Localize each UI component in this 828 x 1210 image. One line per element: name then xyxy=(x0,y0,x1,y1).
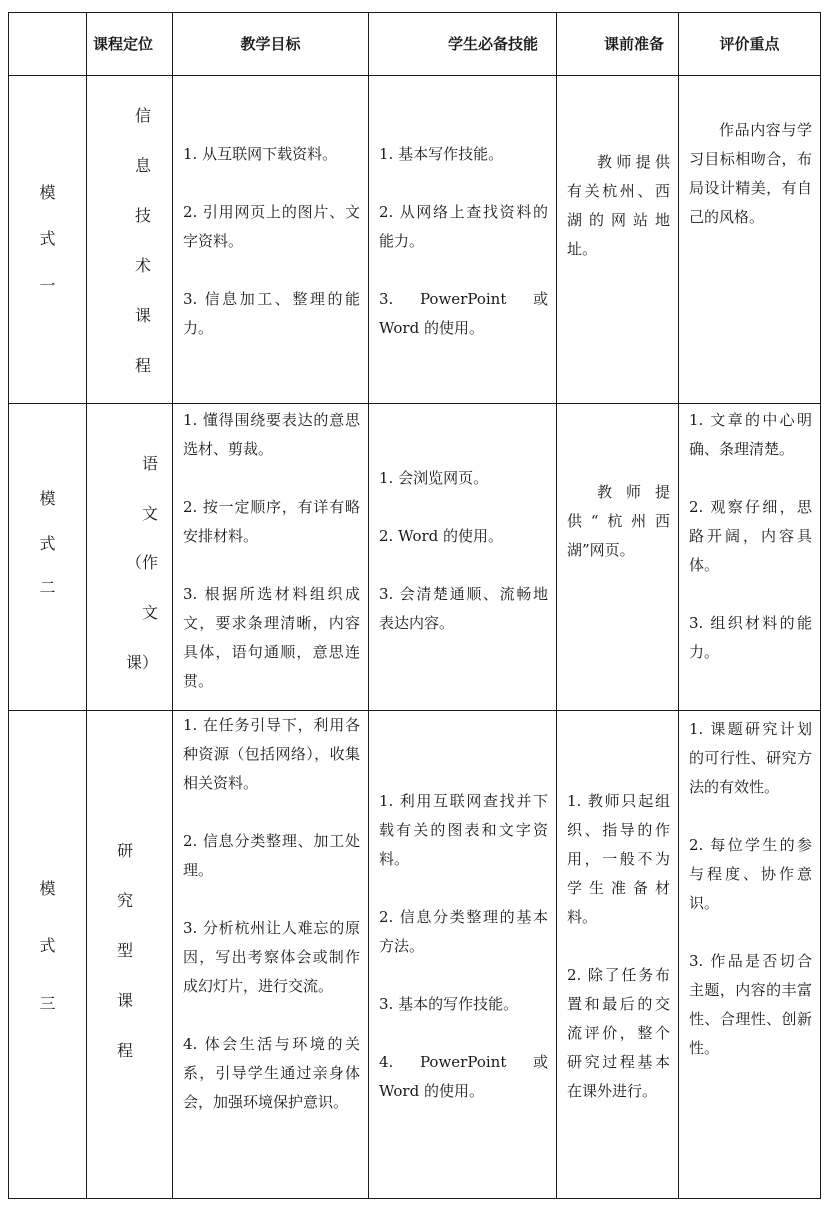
prep-cell xyxy=(557,711,679,1199)
goal-item: 1. 在任务引导下，利用各种资源（包括网络），收集相关资料。 xyxy=(183,716,360,792)
position-char: 课 xyxy=(135,306,152,325)
position-cell xyxy=(87,404,173,711)
header-row xyxy=(9,13,821,76)
eval-cell xyxy=(679,711,821,1199)
eval-item: 3. 作品是否切合主题，内容的丰富性、合理性、创新性。 xyxy=(689,952,812,1057)
prep-item: 1. 教师只起组织、指导的作用，一般不为学生准备材料。 xyxy=(567,792,670,926)
position-char: 型 xyxy=(117,941,134,960)
header-course-position: 课程定位 xyxy=(87,13,173,76)
header-empty xyxy=(9,13,87,76)
skills-cell xyxy=(369,76,557,404)
header-evaluation-focus: 评价重点 xyxy=(679,13,821,76)
mode-char: 式 xyxy=(39,229,56,248)
eval-item: 作品内容与学习目标相吻合，布局设计精美，有自己的风格。 xyxy=(689,121,812,226)
table-row xyxy=(9,711,821,1199)
goal-item: 2. 信息分类整理、加工处理。 xyxy=(183,832,360,879)
goal-item: 1. 懂得围绕要表达的意思选材、剪裁。 xyxy=(183,411,360,458)
goal-item: 3. 根据所选材料组织成文，要求条理清晰，内容具体，语句通顺，意思连贯。 xyxy=(183,585,360,690)
mode-char: 二 xyxy=(39,578,56,598)
goal-item: 3. 分析杭州让人难忘的原因，写出考察体会或制作成幻灯片，进行交流。 xyxy=(183,919,360,995)
position-char: 课 xyxy=(117,991,134,1010)
eval-item: 1. 课题研究计划的可行性、研究方法的有效性。 xyxy=(689,720,812,796)
skill-item: 1. 基本写作技能。 xyxy=(379,145,504,163)
prep-cell xyxy=(557,404,679,711)
skill-item: 2. Word 的使用。 xyxy=(379,527,504,545)
position-char: 程 xyxy=(117,1041,134,1060)
header-preparation: 课前准备 xyxy=(557,13,679,76)
curriculum-table xyxy=(8,12,821,1199)
mode-cell xyxy=(9,76,87,404)
goal-item: 1. 从互联网下载资料。 xyxy=(183,145,338,163)
eval-cell xyxy=(679,404,821,711)
mode-cell xyxy=(9,711,87,1199)
mode-char: 一 xyxy=(39,275,56,295)
position-char: 术 xyxy=(135,256,152,275)
skills-cell xyxy=(369,711,557,1199)
goal-item: 4. 体会生活与环境的关系，引导学生通过亲身体会，加强环境保护意识。 xyxy=(183,1035,360,1111)
mode-char: 式 xyxy=(39,533,56,553)
goal-item: 3. 信息加工、整理的能力。 xyxy=(183,290,360,337)
position-cell xyxy=(87,76,173,404)
goal-item: 2. 按一定顺序，有详有略安排材料。 xyxy=(183,498,360,545)
table-row xyxy=(9,404,821,711)
mode-char: 三 xyxy=(39,993,56,1013)
eval-item: 3. 组织材料的能力。 xyxy=(689,614,812,661)
position-char: 信 xyxy=(135,106,152,125)
position-char: 文 xyxy=(141,503,158,523)
eval-item: 1. 文章的中心明确、条理清楚。 xyxy=(689,411,812,458)
skill-item: 3. 基本的写作技能。 xyxy=(379,995,519,1013)
goals-cell xyxy=(173,76,369,404)
position-char: 语 xyxy=(141,453,158,473)
mode-char: 式 xyxy=(39,936,56,955)
eval-cell xyxy=(679,76,821,404)
position-char: （作 xyxy=(125,553,158,573)
eval-item: 2. 每位学生的参与程度、协作意识。 xyxy=(689,836,812,912)
position-char: 程 xyxy=(135,356,152,375)
mode-char: 模 xyxy=(39,878,56,898)
eval-item: 2. 观察仔细，思路开阔，内容具体。 xyxy=(689,498,812,574)
skill-item: 4. PowerPoint 或 Word 的使用。 xyxy=(379,1053,548,1100)
skill-item: 1. 会浏览网页。 xyxy=(379,469,489,487)
position-char: 文 xyxy=(141,603,158,623)
goals-cell xyxy=(173,711,369,1199)
skill-item: 3. PowerPoint 或 Word 的使用。 xyxy=(379,290,548,337)
prep-item: 教师提供有关杭州、西湖的网站地址。 xyxy=(567,153,670,258)
skills-cell xyxy=(369,404,557,711)
prep-cell xyxy=(557,76,679,404)
header-teaching-goals: 教学目标 xyxy=(173,13,369,76)
skill-item: 1. 利用互联网查找并下载有关的图表和文字资料。 xyxy=(379,792,548,868)
mode-char: 模 xyxy=(39,182,56,202)
prep-item: 教师提供“杭州西湖”网页。 xyxy=(567,483,670,559)
skill-item: 3. 会清楚通顺、流畅地表达内容。 xyxy=(379,585,548,632)
prep-item: 2. 除了任务布置和最后的交流评价，整个研究过程基本在课外进行。 xyxy=(567,966,670,1100)
mode-char: 模 xyxy=(39,488,56,508)
header-required-skills: 学生必备技能 xyxy=(369,13,557,76)
goals-cell xyxy=(173,404,369,711)
position-char: 课） xyxy=(125,653,158,673)
position-char: 研 xyxy=(117,841,134,860)
position-char: 究 xyxy=(117,891,134,910)
position-cell xyxy=(87,711,173,1199)
skill-item: 2. 信息分类整理的基本方法。 xyxy=(379,908,548,955)
mode-cell xyxy=(9,404,87,711)
skill-item: 2. 从网络上查找资料的能力。 xyxy=(379,203,548,250)
position-char: 息 xyxy=(135,156,152,175)
position-char: 技 xyxy=(135,206,152,225)
goal-item: 2. 引用网页上的图片、文字资料。 xyxy=(183,203,360,250)
table-row xyxy=(9,76,821,404)
